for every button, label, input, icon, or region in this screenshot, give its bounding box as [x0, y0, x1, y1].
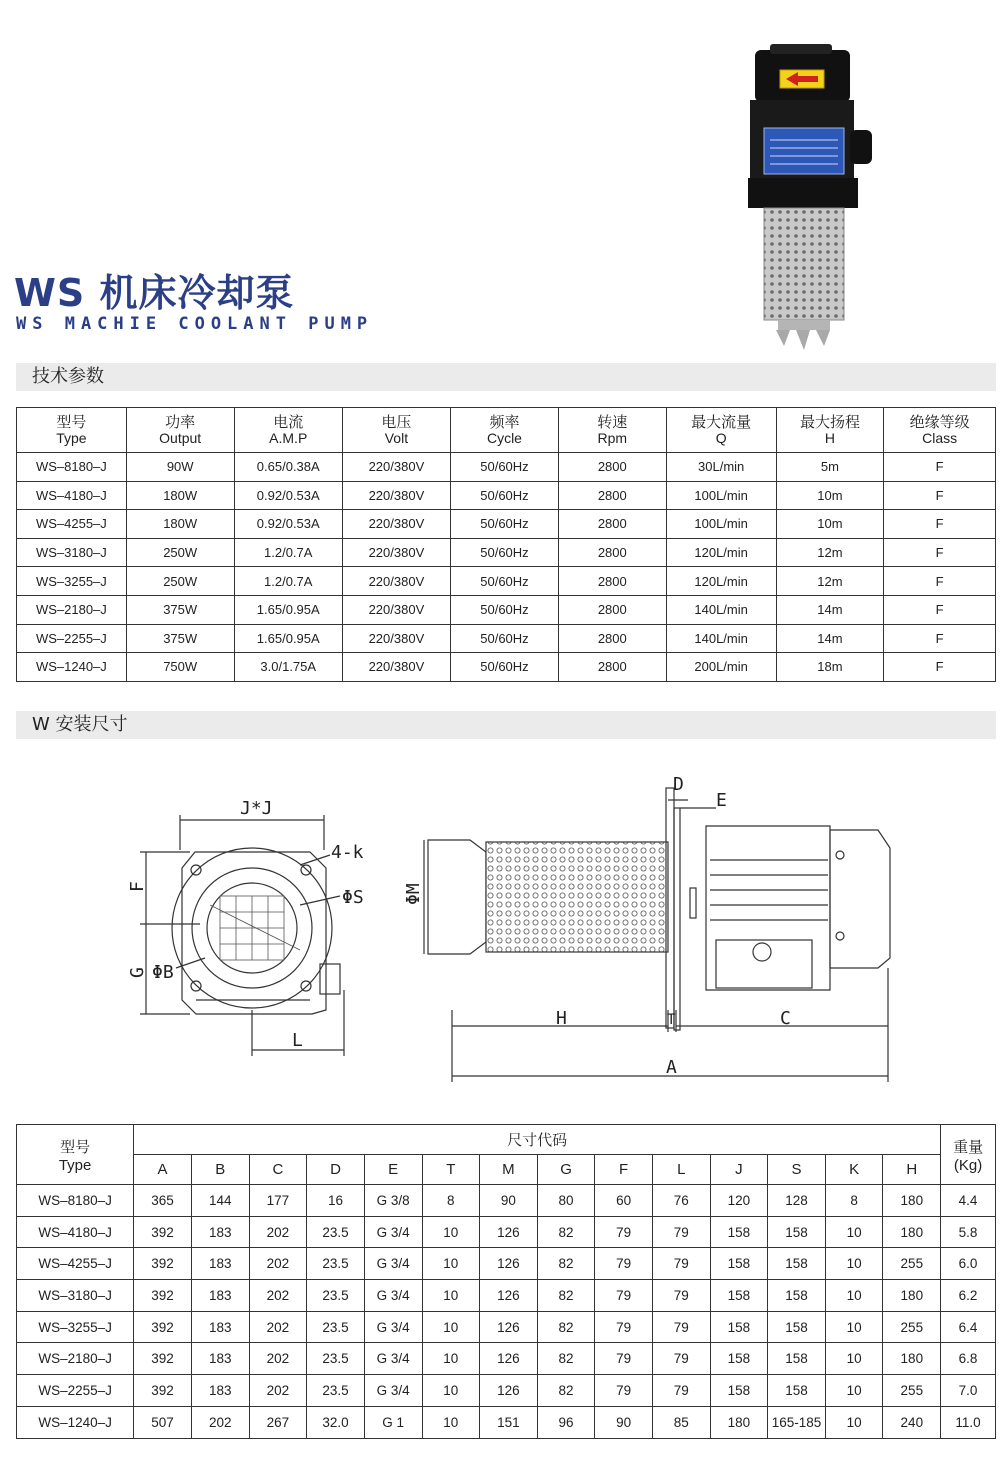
dim-cell: G 3/4 — [364, 1280, 422, 1312]
dim-type-en: Type — [58, 1156, 92, 1174]
dim-table-row — [17, 1185, 996, 1217]
dim-cell: 90 — [480, 1185, 538, 1217]
dim-label-jj: J*J — [240, 798, 273, 819]
dim-cell: WS–8180–J — [17, 1185, 134, 1217]
dim-cell: WS–4180–J — [17, 1216, 134, 1248]
dim-cell: 82 — [537, 1248, 595, 1280]
dim-cell: 392 — [134, 1216, 192, 1248]
dimension-table — [16, 1124, 996, 1439]
dim-cell: 85 — [652, 1406, 710, 1438]
spec-cell: 2800 — [558, 481, 666, 510]
dim-cell: 255 — [883, 1311, 941, 1343]
spec-cell: 2800 — [558, 453, 666, 482]
dim-cell: 10 — [422, 1248, 480, 1280]
dim-label-phi-m: ΦM — [403, 883, 424, 905]
spec-cell: WS–4255–J — [17, 510, 127, 539]
dim-weight-cn: 重量 — [953, 1138, 984, 1156]
dim-cell: 255 — [883, 1375, 941, 1407]
spec-cell: F — [884, 510, 996, 539]
spec-cell: 0.92/0.53A — [234, 481, 342, 510]
dim-cell: 6.8 — [941, 1343, 996, 1375]
spec-cell: 220/380V — [342, 538, 450, 567]
spec-cell: 30L/min — [666, 453, 776, 482]
dim-letter-header: K — [825, 1155, 883, 1185]
spec-cell: 1.2/0.7A — [234, 567, 342, 596]
spec-cell: 50/60Hz — [450, 653, 558, 682]
dim-cell: 10 — [825, 1406, 883, 1438]
dim-cell: 183 — [191, 1248, 249, 1280]
spec-cell: 2800 — [558, 624, 666, 653]
spec-cell: 10m — [776, 481, 884, 510]
dim-cell: 158 — [710, 1216, 768, 1248]
dim-cell: 183 — [191, 1311, 249, 1343]
spec-cell: WS–8180–J — [17, 453, 127, 482]
dim-cell: 23.5 — [307, 1311, 365, 1343]
dim-cell: 6.4 — [941, 1311, 996, 1343]
dim-table-row — [17, 1248, 996, 1280]
dim-cell: 180 — [883, 1185, 941, 1217]
dim-cell: G 3/4 — [364, 1248, 422, 1280]
page-title: WS 机床冷却泵 — [14, 271, 295, 315]
dim-table-row — [17, 1375, 996, 1407]
dim-label-g: G — [127, 967, 148, 978]
dim-cell: 10 — [422, 1406, 480, 1438]
dim-cell: 180 — [883, 1280, 941, 1312]
dim-cell: 79 — [595, 1248, 653, 1280]
dim-label-a: A — [666, 1057, 677, 1078]
dim-cell: 183 — [191, 1280, 249, 1312]
spec-cell: 375W — [126, 595, 234, 624]
spec-cell: 250W — [126, 567, 234, 596]
dim-cell: 79 — [652, 1375, 710, 1407]
dim-cell: 158 — [710, 1248, 768, 1280]
spec-cell: 3.0/1.75A — [234, 653, 342, 682]
spec-cell: 1.65/0.95A — [234, 624, 342, 653]
spec-cell: 12m — [776, 538, 884, 567]
spec-cell: 50/60Hz — [450, 453, 558, 482]
dim-cell: 158 — [710, 1280, 768, 1312]
dim-letter-header: B — [191, 1155, 249, 1185]
dim-cell: 392 — [134, 1248, 192, 1280]
page-subtitle: WS MACHIE COOLANT PUMP — [16, 314, 374, 334]
spec-header-cn: 功率 — [165, 413, 196, 431]
dim-cell: 392 — [134, 1375, 192, 1407]
spec-header-cn: 最大扬程 — [799, 413, 860, 431]
spec-header-en: Rpm — [597, 429, 628, 446]
spec-cell: 100L/min — [666, 510, 776, 539]
dim-table-row — [17, 1343, 996, 1375]
dim-cell: G 1 — [364, 1406, 422, 1438]
spec-cell: 50/60Hz — [450, 510, 558, 539]
spec-cell: 200L/min — [666, 653, 776, 682]
dim-table-row — [17, 1406, 996, 1438]
dim-table-row — [17, 1280, 996, 1312]
dim-cell: 6.2 — [941, 1280, 996, 1312]
spec-cell: F — [884, 624, 996, 653]
dim-cell: 180 — [710, 1406, 768, 1438]
spec-header-en: Class — [922, 429, 958, 446]
dim-cell: 79 — [595, 1375, 653, 1407]
dim-cell: 180 — [883, 1343, 941, 1375]
dim-letter-header: J — [710, 1155, 768, 1185]
dim-cell: 10 — [825, 1280, 883, 1312]
dim-cell: 23.5 — [307, 1375, 365, 1407]
spec-cell: F — [884, 567, 996, 596]
spec-cell: 14m — [776, 624, 884, 653]
spec-header-en: Q — [715, 429, 727, 446]
dim-cell: 126 — [480, 1343, 538, 1375]
spec-cell: F — [884, 595, 996, 624]
spec-cell: 140L/min — [666, 595, 776, 624]
dim-cell: 7.0 — [941, 1375, 996, 1407]
dim-cell: 5.8 — [941, 1216, 996, 1248]
spec-cell: 10m — [776, 510, 884, 539]
spec-cell: WS–3180–J — [17, 538, 127, 567]
dim-label-h: H — [556, 1008, 567, 1029]
spec-cell: 0.92/0.53A — [234, 510, 342, 539]
dim-cell: 79 — [652, 1216, 710, 1248]
dim-cell: 165-185 — [768, 1406, 826, 1438]
dim-cell: 392 — [134, 1311, 192, 1343]
spec-cell: 50/60Hz — [450, 624, 558, 653]
dim-cell: 202 — [249, 1248, 307, 1280]
spec-header-cn: 转速 — [597, 413, 628, 431]
dim-cell: 126 — [480, 1280, 538, 1312]
spec-cell: F — [884, 453, 996, 482]
dim-cell: 4.4 — [941, 1185, 996, 1217]
dim-cell: 79 — [652, 1311, 710, 1343]
dim-cell: 10 — [825, 1375, 883, 1407]
spec-cell: 90W — [126, 453, 234, 482]
dim-cell: 80 — [537, 1185, 595, 1217]
spec-cell: 14m — [776, 595, 884, 624]
dim-label-phi-b: ΦB — [152, 962, 174, 983]
spec-cell: WS–2255–J — [17, 624, 127, 653]
dim-cell: 23.5 — [307, 1343, 365, 1375]
dim-cell: 202 — [191, 1406, 249, 1438]
dim-cell: 202 — [249, 1343, 307, 1375]
spec-cell: 750W — [126, 653, 234, 682]
spec-header-en: Type — [56, 429, 87, 446]
spec-cell: 2800 — [558, 595, 666, 624]
dim-cell: WS–4255–J — [17, 1248, 134, 1280]
spec-header-cn: 电流 — [273, 413, 304, 431]
spec-cell: 220/380V — [342, 653, 450, 682]
dim-cell: 392 — [134, 1280, 192, 1312]
spec-header-en: Output — [159, 429, 202, 446]
spec-cell: 220/380V — [342, 481, 450, 510]
dim-cell: 144 — [191, 1185, 249, 1217]
dim-cell: 82 — [537, 1311, 595, 1343]
dim-label-d: D — [673, 774, 684, 795]
dim-cell: 126 — [480, 1216, 538, 1248]
dim-cell: 120 — [710, 1185, 768, 1217]
dim-cell: 90 — [595, 1406, 653, 1438]
dim-letter-header: H — [883, 1155, 941, 1185]
dim-cell: 177 — [249, 1185, 307, 1217]
spec-cell: 250W — [126, 538, 234, 567]
dim-cell: 240 — [883, 1406, 941, 1438]
spec-header-cn: 型号 — [56, 413, 87, 431]
dim-cell: 202 — [249, 1280, 307, 1312]
spec-cell: 180W — [126, 510, 234, 539]
dim-cell: WS–2180–J — [17, 1343, 134, 1375]
dim-cell: 183 — [191, 1216, 249, 1248]
dim-label-e: E — [716, 790, 727, 811]
spec-cell: 2800 — [558, 653, 666, 682]
dim-letter-header: M — [480, 1155, 538, 1185]
dim-cell: 128 — [768, 1185, 826, 1217]
dim-cell: 79 — [595, 1216, 653, 1248]
dim-cell: 79 — [652, 1343, 710, 1375]
dim-label-4k: 4-k — [331, 842, 364, 863]
dim-cell: 16 — [307, 1185, 365, 1217]
spec-header-cn: 频率 — [489, 413, 520, 431]
dim-cell: 158 — [710, 1375, 768, 1407]
spec-cell: 0.65/0.38A — [234, 453, 342, 482]
section-header-specs: 技术参数 — [16, 363, 996, 391]
dim-table-row — [17, 1216, 996, 1248]
spec-header-en: H — [824, 429, 836, 446]
dim-cell: 126 — [480, 1375, 538, 1407]
dim-cell: 158 — [768, 1216, 826, 1248]
dim-cell: G 3/4 — [364, 1343, 422, 1375]
dim-cell: 158 — [710, 1311, 768, 1343]
dim-cell: 365 — [134, 1185, 192, 1217]
dim-cell: 158 — [768, 1375, 826, 1407]
spec-cell: WS–1240–J — [17, 653, 127, 682]
dim-letter-header: E — [364, 1155, 422, 1185]
dim-cell: 82 — [537, 1375, 595, 1407]
spec-cell: F — [884, 481, 996, 510]
spec-cell: 5m — [776, 453, 884, 482]
dim-letter-header: L — [652, 1155, 710, 1185]
dim-cell: 158 — [768, 1343, 826, 1375]
dim-table-row — [17, 1311, 996, 1343]
dim-weight-header — [941, 1125, 996, 1185]
dim-cell: 10 — [422, 1311, 480, 1343]
dim-cell: 151 — [480, 1406, 538, 1438]
dim-letter-header: S — [768, 1155, 826, 1185]
dim-cell: 96 — [537, 1406, 595, 1438]
dim-cell: WS–3180–J — [17, 1280, 134, 1312]
spec-cell: 100L/min — [666, 481, 776, 510]
spec-cell: 220/380V — [342, 510, 450, 539]
dim-cell: 392 — [134, 1343, 192, 1375]
dim-cell: 10 — [825, 1216, 883, 1248]
spec-cell: 120L/min — [666, 567, 776, 596]
spec-cell: 12m — [776, 567, 884, 596]
dim-cell: 180 — [883, 1216, 941, 1248]
dim-cell: 10 — [422, 1216, 480, 1248]
spec-cell: WS–3255–J — [17, 567, 127, 596]
dim-weight-en: (Kg) — [953, 1156, 983, 1174]
dim-letter-header: C — [249, 1155, 307, 1185]
dim-cell: G 3/4 — [364, 1375, 422, 1407]
spec-cell: 50/60Hz — [450, 538, 558, 567]
dim-cell: 8 — [825, 1185, 883, 1217]
dim-label-phi-s: ΦS — [342, 887, 364, 908]
dim-cell: 10 — [825, 1248, 883, 1280]
dim-cell: WS–3255–J — [17, 1311, 134, 1343]
spec-cell: 2800 — [558, 567, 666, 596]
dim-cell: WS–2255–J — [17, 1375, 134, 1407]
dim-cell: G 3/4 — [364, 1311, 422, 1343]
spec-cell: 120L/min — [666, 538, 776, 567]
dim-cell: 82 — [537, 1343, 595, 1375]
dim-cell: WS–1240–J — [17, 1406, 134, 1438]
dim-cell: 60 — [595, 1185, 653, 1217]
dim-label-f: F — [127, 881, 148, 892]
dim-cell: 79 — [595, 1280, 653, 1312]
spec-cell: 50/60Hz — [450, 481, 558, 510]
dim-letter-header: F — [595, 1155, 653, 1185]
spec-cell: 220/380V — [342, 453, 450, 482]
dim-label-l: L — [292, 1030, 303, 1051]
spec-header-en: A.M.P — [269, 429, 308, 446]
dim-cell: 79 — [595, 1343, 653, 1375]
spec-cell: 220/380V — [342, 595, 450, 624]
dim-letter-header: A — [134, 1155, 192, 1185]
dim-cell: 23.5 — [307, 1248, 365, 1280]
dim-type-cn: 型号 — [60, 1138, 91, 1156]
spec-cell: 140L/min — [666, 624, 776, 653]
dim-cell: 23.5 — [307, 1216, 365, 1248]
dim-cell: 79 — [652, 1280, 710, 1312]
dim-cell: 79 — [652, 1248, 710, 1280]
dim-cell: 82 — [537, 1280, 595, 1312]
dim-cell: 267 — [249, 1406, 307, 1438]
dim-label-t: T — [667, 1012, 676, 1028]
dim-cell: 158 — [710, 1343, 768, 1375]
dim-cell: 6.0 — [941, 1248, 996, 1280]
dim-cell: 76 — [652, 1185, 710, 1217]
dim-cell: 202 — [249, 1216, 307, 1248]
dim-cell: 10 — [422, 1343, 480, 1375]
spec-header-en: Volt — [384, 429, 409, 446]
dim-type-header — [17, 1125, 134, 1185]
dim-cell: 79 — [595, 1311, 653, 1343]
dim-cell: 183 — [191, 1375, 249, 1407]
spec-header-cn: 绝缘等级 — [909, 413, 970, 431]
dim-cell: 183 — [191, 1343, 249, 1375]
spec-cell: 50/60Hz — [450, 567, 558, 596]
dim-label-c: C — [780, 1008, 791, 1029]
spec-cell: 375W — [126, 624, 234, 653]
spec-cell: 2800 — [558, 538, 666, 567]
spec-header-cn: 最大流量 — [691, 413, 752, 431]
dim-cell: 8 — [422, 1185, 480, 1217]
spec-cell: 220/380V — [342, 624, 450, 653]
dim-cell: 202 — [249, 1311, 307, 1343]
spec-cell: F — [884, 653, 996, 682]
spec-cell: WS–4180–J — [17, 481, 127, 510]
dim-cell: 11.0 — [941, 1406, 996, 1438]
dim-cell: 32.0 — [307, 1406, 365, 1438]
dim-cell: 126 — [480, 1311, 538, 1343]
section-header-install: W 安装尺寸 — [16, 711, 996, 739]
dim-letter-header: G — [537, 1155, 595, 1185]
dim-cell: 10 — [825, 1343, 883, 1375]
dim-cell: 82 — [537, 1216, 595, 1248]
spec-cell: 18m — [776, 653, 884, 682]
dim-letter-header: T — [422, 1155, 480, 1185]
spec-cell: 1.2/0.7A — [234, 538, 342, 567]
spec-header-en: Cycle — [486, 429, 522, 446]
dim-cell: 158 — [768, 1248, 826, 1280]
dim-cell: 158 — [768, 1311, 826, 1343]
spec-cell: 1.65/0.95A — [234, 595, 342, 624]
dim-group-header: 尺寸代码 — [134, 1125, 941, 1155]
spec-cell: 2800 — [558, 510, 666, 539]
dim-cell: 10 — [422, 1280, 480, 1312]
dim-cell: 507 — [134, 1406, 192, 1438]
spec-cell: F — [884, 538, 996, 567]
dim-cell: 202 — [249, 1375, 307, 1407]
dim-cell: G 3/4 — [364, 1216, 422, 1248]
dim-cell: 23.5 — [307, 1280, 365, 1312]
dim-cell: 10 — [422, 1375, 480, 1407]
dim-cell: 158 — [768, 1280, 826, 1312]
dim-cell: 10 — [825, 1311, 883, 1343]
dim-cell: G 3/8 — [364, 1185, 422, 1217]
dim-cell: 126 — [480, 1248, 538, 1280]
spec-cell: WS–2180–J — [17, 595, 127, 624]
dim-cell: 255 — [883, 1248, 941, 1280]
spec-cell: 220/380V — [342, 567, 450, 596]
spec-cell: 50/60Hz — [450, 595, 558, 624]
spec-cell: 180W — [126, 481, 234, 510]
spec-header-cn: 电压 — [381, 413, 412, 431]
dim-letter-header: D — [307, 1155, 365, 1185]
